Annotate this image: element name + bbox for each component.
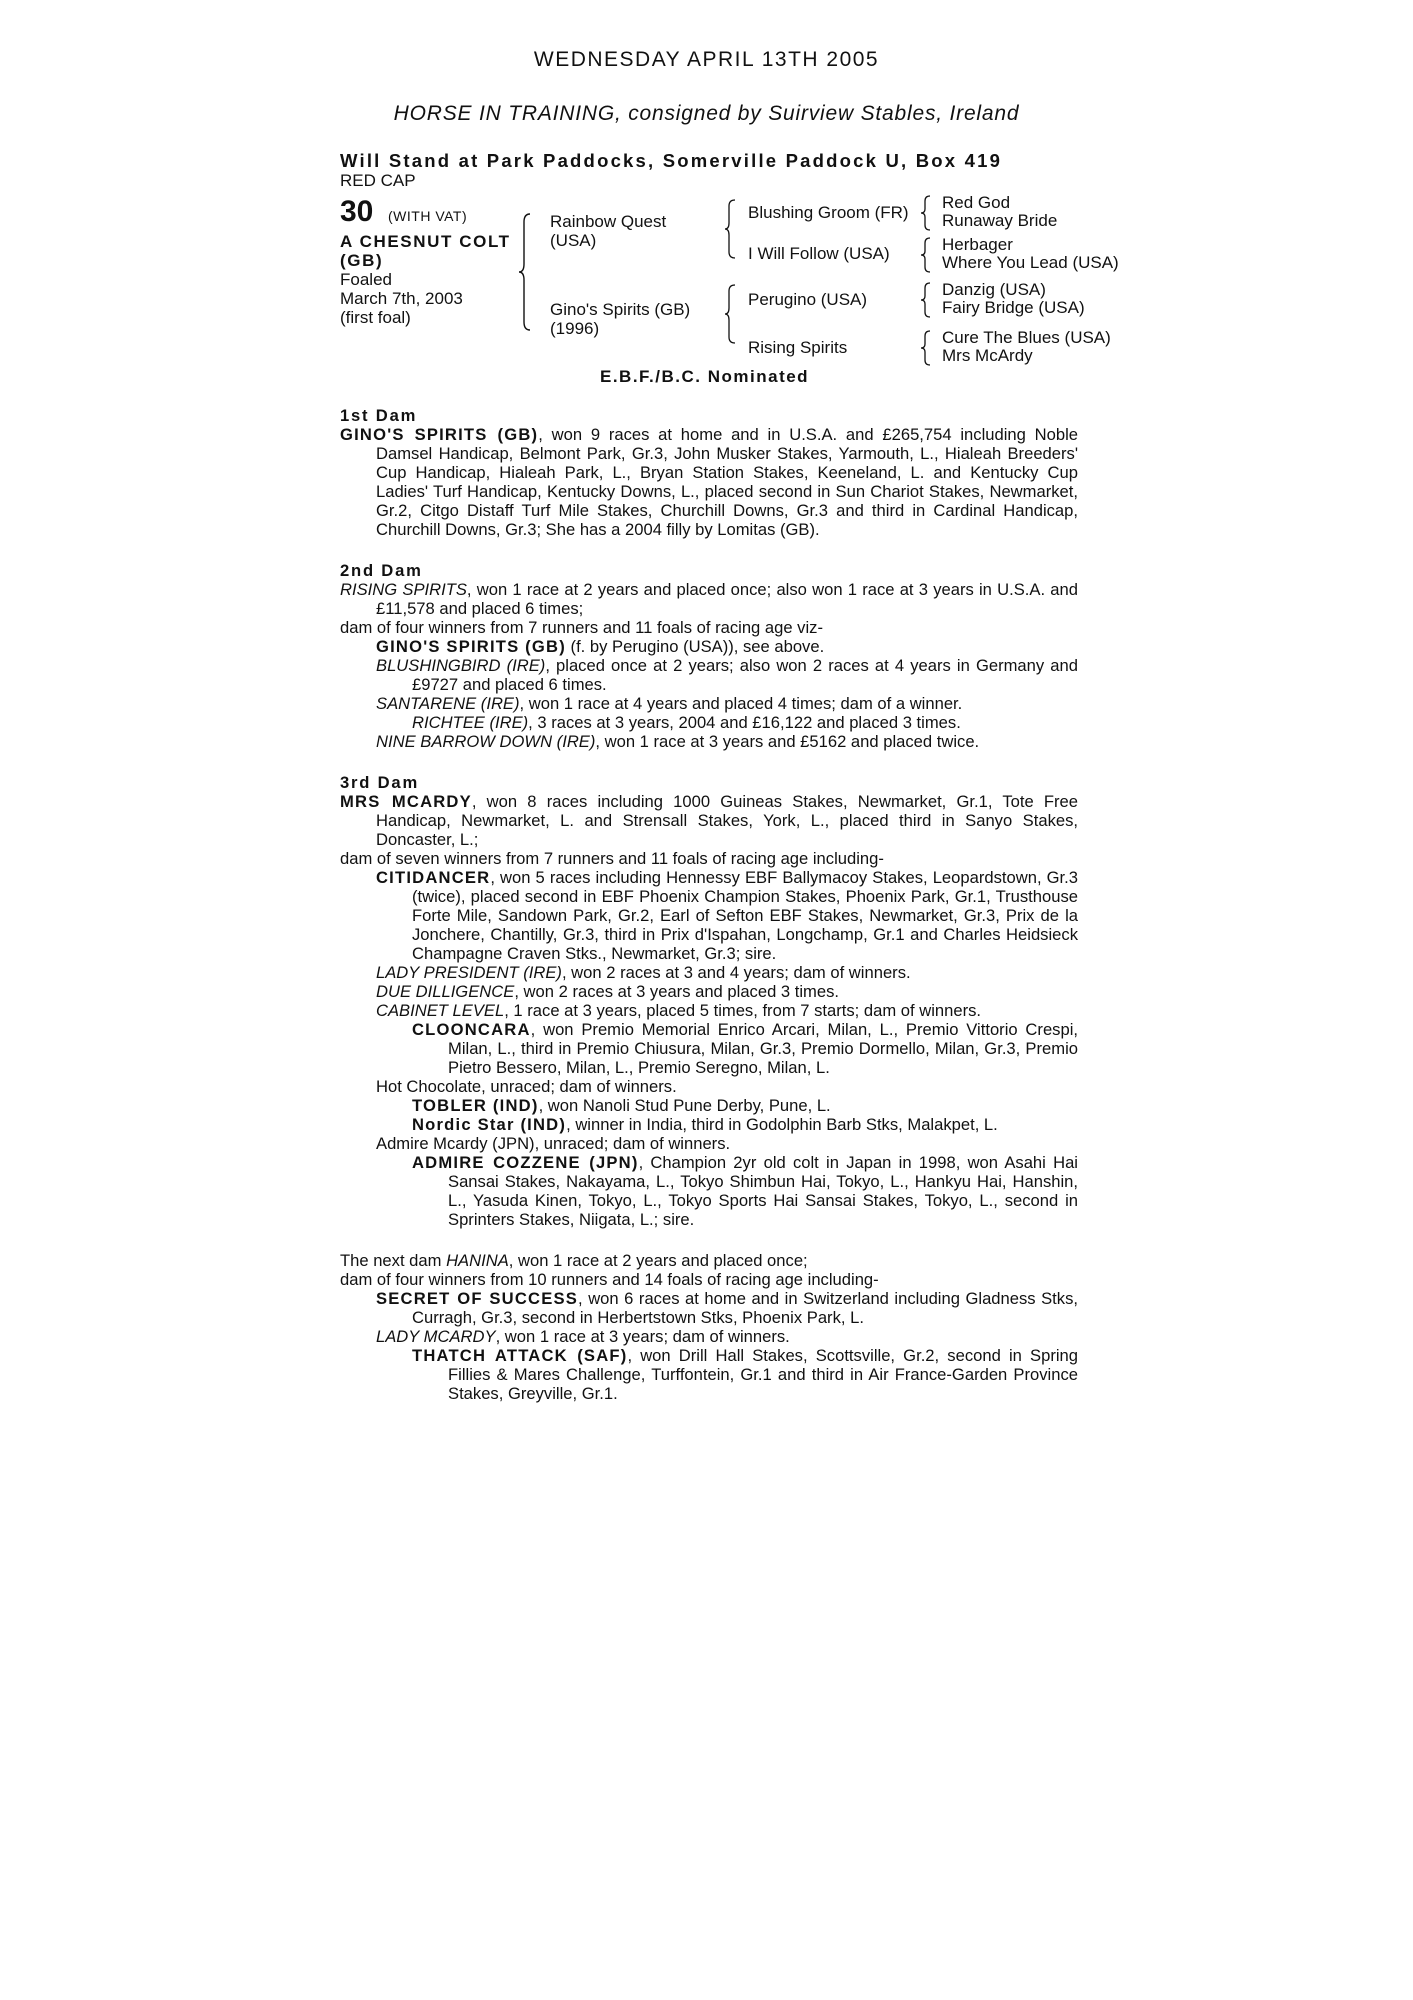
third-dam-record	[340, 792, 1078, 849]
second-dam-record	[340, 580, 1078, 618]
produce-item	[340, 656, 1078, 694]
pedigree-sd-sire: Herbager	[942, 235, 1013, 254]
produce-item	[340, 868, 1078, 963]
produce-text: , 3 races at 3 years, 2004 and £16,122 and placed 3 times.	[528, 713, 961, 732]
horse-description: A CHESNUT COLT (GB)	[340, 232, 511, 270]
foaled-date: March 7th, 2003	[340, 289, 463, 308]
pedigree-ss-sire: Red God	[942, 193, 1011, 212]
produce-name: ADMIRE COZZENE (JPN)	[412, 1153, 639, 1172]
stand-location: Will Stand at Park Paddocks, Somerville Paddock U, Box 419	[340, 150, 1003, 171]
produce-item	[340, 713, 1078, 732]
produce-name: NINE BARROW DOWN (IRE)	[376, 732, 596, 751]
produce-name: CLOONCARA	[412, 1020, 531, 1039]
produce-text: , won 1 race at 4 years and placed 4 times; dam of a winner.	[519, 694, 963, 713]
produce-name: GINO'S SPIRITS (GB)	[376, 637, 566, 656]
next-dam-text: , won 1 race at 2 years and placed once;	[508, 1251, 808, 1270]
produce-text: , won 6 races at home and in Switzerland including Gladness Stks, Curragh, Gr.3, second in Herbertstown Stks, Phoenix Park, L.	[412, 1289, 1078, 1327]
produce-name: DUE DILLIGENCE	[376, 982, 515, 1001]
first-dam-heading: 1st Dam	[340, 406, 418, 425]
produce-text: , placed once at 2 years; also won 2 races at 4 years in Germany and £9727 and placed 6 times.	[412, 656, 1078, 694]
produce-name: BLUSHINGBIRD (IRE)	[376, 656, 546, 675]
produce-text: , won Drill Hall Stakes, Scottsville, Gr.2, second in Spring Fillies & Mares Challenge, Turffontein, Gr.1 and third in Air France-Garden Province Stakes, Greyville, Gr.1.	[448, 1346, 1078, 1403]
produce-text: , won 2 races at 3 years and placed 3 times.	[514, 982, 840, 1001]
pedigree-ds-sire: Danzig (USA)	[942, 280, 1046, 299]
produce-item	[340, 1346, 1078, 1403]
produce-text: , 1 race at 3 years, placed 5 times, from 7 starts; dam of winners.	[504, 1001, 982, 1020]
produce-item	[340, 1327, 1078, 1346]
lot-description	[340, 232, 530, 327]
next-dam-record	[340, 1251, 1078, 1270]
foal-note: (first foal)	[340, 308, 411, 327]
produce-item	[340, 1096, 1078, 1115]
third-dam-name: MRS MCARDY	[340, 792, 472, 811]
second-dam-text: , won 1 race at 2 years and placed once; also won 1 race at 3 years in U.S.A. and £11,578 and placed 6 times;	[376, 580, 1078, 618]
produce-name: LADY MCARDY	[376, 1327, 496, 1346]
produce-name: THATCH ATTACK (SAF)	[412, 1346, 628, 1365]
pedigree-sd-dam: Where You Lead (USA)	[942, 253, 1119, 272]
produce-name: SANTARENE (IRE)	[376, 694, 520, 713]
produce-item	[340, 1289, 1078, 1327]
produce-item	[340, 694, 1078, 713]
pedigree-brace-ss	[920, 194, 932, 232]
produce-name: TOBLER (IND)	[412, 1096, 539, 1115]
nomination: E.B.F./B.C. Nominated	[600, 367, 810, 386]
produce-text: , Champion 2yr old colt in Japan in 1998, won Asahi Hai Sansai Stakes, Nakayama, L., Tokyo Shimbun Hai, Tokyo, L., Hankyu Hai, Hanshin, L., Yasuda Kinen, Tokyo, L., Tokyo Sports Hai Sansai Stakes, Tokyo, L., second in Sprinters Stakes, Niigata, L.; sire.	[448, 1153, 1078, 1229]
produce-name: CABINET LEVEL	[376, 1001, 505, 1020]
produce-name: Nordic Star (IND)	[412, 1115, 567, 1134]
produce-text: , won Premio Memorial Enrico Arcari, Milan, L., Premio Vittorio Crespi, Milan, L., third in Premio Chiusura, Milan, Gr.3, Premio Dormello, Milan, Gr.3, Premio Pietro Bessero, Milan, L., Premio Seregno, Milan, L.	[448, 1020, 1078, 1077]
pedigree-ss-dam: Runaway Bride	[942, 211, 1058, 230]
pedigree-brace-sd	[920, 236, 932, 274]
produce-item	[340, 982, 1078, 1001]
second-dam-heading: 2nd Dam	[340, 561, 423, 580]
pedigree-dam: Gino's Spirits (GB) (1996)	[550, 300, 691, 338]
second-dam-produce-intro: dam of four winners from 7 runners and 11 foals of racing age viz-	[340, 618, 823, 637]
produce-text: , won 1 race at 3 years and £5162 and placed twice.	[595, 732, 980, 751]
produce-records	[340, 406, 1078, 1403]
first-dam-record	[340, 425, 1078, 539]
next-dam-name: HANINA	[446, 1251, 509, 1270]
pedigree-dd-sire: Cure The Blues (USA)	[942, 328, 1111, 347]
produce-item: Hot Chocolate, unraced; dam of winners.	[376, 1077, 677, 1096]
produce-item	[340, 637, 1078, 656]
produce-name: SECRET OF SUCCESS	[376, 1289, 579, 1308]
pedigree-ds-dam: Fairy Bridge (USA)	[942, 298, 1085, 317]
produce-item: Admire Mcardy (JPN), unraced; dam of winners.	[376, 1134, 731, 1153]
produce-text: (f. by Perugino (USA)), see above.	[565, 637, 825, 656]
third-dam-heading: 3rd Dam	[340, 773, 419, 792]
lot-number: 30	[340, 195, 374, 228]
produce-item	[340, 732, 1078, 751]
produce-item	[340, 1115, 1078, 1134]
pedigree-brace-main	[518, 212, 534, 332]
next-dam-produce-intro: dam of four winners from 10 runners and 14 foals of racing age including-	[340, 1270, 879, 1289]
pedigree-dam-dam: Rising Spirits	[748, 338, 848, 357]
pedigree-sire: Rainbow Quest (USA)	[550, 212, 667, 250]
second-dam-name: RISING SPIRITS	[340, 580, 467, 599]
pedigree-dam-sire: Perugino (USA)	[748, 290, 868, 309]
third-dam-text: , won 8 races including 1000 Guineas Stakes, Newmarket, Gr.1, Tote Free Handicap, Newmarket, L. and Strensall Stakes, York, L., placed third in Sanyo Stakes, Doncaster, L.;	[376, 792, 1078, 849]
spacer	[340, 1229, 1078, 1251]
produce-item	[340, 963, 1078, 982]
produce-text: , won 2 races at 3 and 4 years; dam of winners.	[561, 963, 911, 982]
pedigree-sire-sire: Blushing Groom (FR)	[748, 203, 909, 222]
cap-colour: RED CAP	[340, 171, 416, 190]
produce-item	[340, 1001, 1078, 1020]
produce-name: LADY PRESIDENT (IRE)	[376, 963, 562, 982]
pedigree-brace-dd	[920, 329, 932, 367]
pedigree-dd-dam: Mrs McArdy	[942, 346, 1033, 365]
pedigree-brace-dam	[724, 283, 738, 345]
produce-text: , won 1 race at 3 years; dam of winners.	[495, 1327, 790, 1346]
sale-date: WEDNESDAY APRIL 13TH 2005	[533, 48, 880, 71]
consignment-line: HORSE IN TRAINING, consigned by Suirview Stables, Ireland	[393, 102, 1020, 125]
produce-item	[340, 1153, 1078, 1229]
pedigree-sire-dam: I Will Follow (USA)	[748, 244, 890, 263]
foaled-label: Foaled	[340, 270, 392, 289]
produce-item	[340, 1020, 1078, 1077]
first-dam-text: , won 9 races at home and in U.S.A. and £265,754 including Noble Damsel Handicap, Belmont Park, Gr.3, John Musker Stakes, Yarmouth, L., Hialeah Breeders' Cup Handicap, Hialeah Park, L., Bryan Station Stakes, Keeneland, L. and Kentucky Cup Ladies' Turf Handicap, Kentucky Downs, L., placed second in Sun Chariot Stakes, Newmarket, Gr.2, Citgo Distaff Turf Mile Stakes, Churchill Downs, Gr.3 and third in Cardinal Handicap, Churchill Downs, Gr.3; She has a 2004 filly by Lomitas (GB).	[376, 425, 1078, 539]
pedigree-brace-sire	[724, 198, 738, 260]
produce-name: RICHTEE (IRE)	[412, 713, 529, 732]
third-dam-produce-intro: dam of seven winners from 7 runners and 11 foals of racing age including-	[340, 849, 884, 868]
next-dam-intro: The next dam	[340, 1251, 447, 1270]
produce-text: , won 5 races including Hennessy EBF Ballymacoy Stakes, Leopardstown, Gr.3 (twice), placed second in EBF Phoenix Champion Stakes, Phoenix Park, Gr.1, Trusthouse Forte Mile, Sandown Park, Gr.2, Earl of Sefton EBF Stakes, Newmarket, Gr.3, Prix de la Jonchere, Chantilly, Gr.3, third in Prix d'Ispahan, Longchamp, Gr.1 and Charles Heidsieck Champagne Craven Stks., Newmarket, Gr.3; sire.	[412, 868, 1078, 963]
pedigree-brace-ds	[920, 281, 932, 319]
produce-text: , won Nanoli Stud Pune Derby, Pune, L.	[538, 1096, 831, 1115]
produce-name: CITIDANCER	[376, 868, 491, 887]
first-dam-name: GINO'S SPIRITS (GB)	[340, 425, 539, 444]
produce-text: , winner in India, third in Godolphin Barb Stks, Malakpet, L.	[566, 1115, 998, 1134]
vat-note: (WITH VAT)	[388, 208, 468, 224]
